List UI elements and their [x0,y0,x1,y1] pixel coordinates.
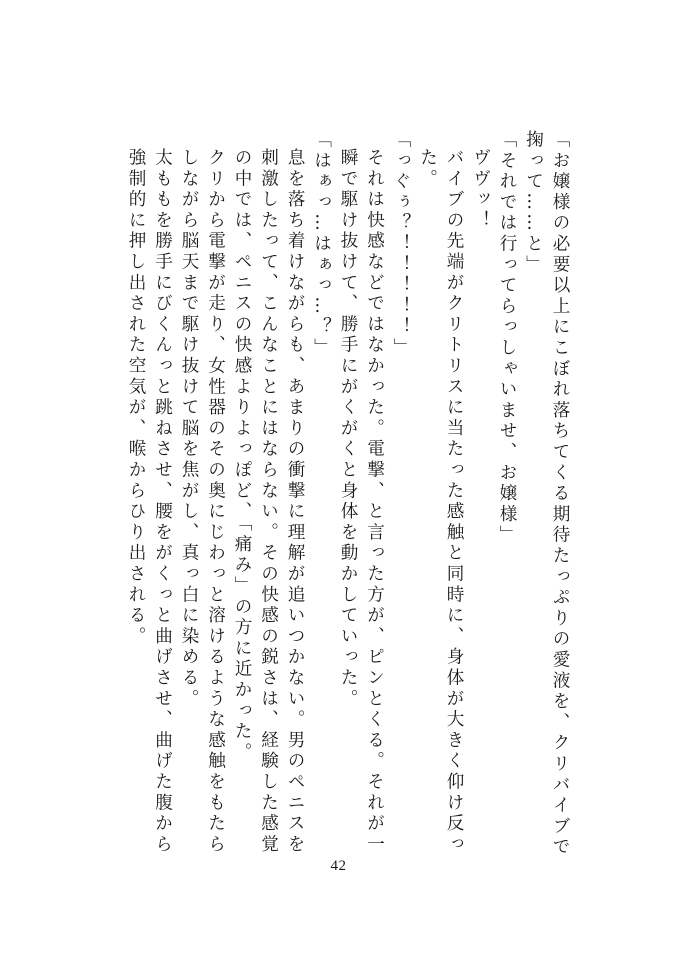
page-number: 42 [330,858,347,874]
paragraph: ヴヴッ！ [470,147,491,231]
paragraph: 「お嬢様の必要以上にこぼれ落ちてくる期待たっぷりの愛液を、クリバイブで掬って……と」 [523,130,570,858]
body-text [123,130,574,865]
paragraph: 「はぁっ…はぁっ…？」 [311,130,332,359]
paragraph: 「っぐぅ？！！！！！」 [391,130,411,359]
paragraph: クリから電撃が走り、女性器のその奥にじわっと溶けるような感触をもたらしながら脳天まで駆け抜けて脳を焦がし、真っ白に染める。 [179,147,226,855]
paragraph: 息を落ち着けながらも、あまりの衝撃に理解が追いつかない。男のペニスを刺激したって、こんなことにはならない。その快感の鋭さは、経験した感覚の中では、ペニスの快感よりよっぽど、「痛み」の方に近かった。 [232,147,305,855]
paragraph: それは快感などではなかった。電撃、と言った方が、ピンとくる。それが一瞬で駆け抜けて、勝手にがくがくと身体を動かしていった。 [338,147,385,855]
paragraph: バイブの先端がクリトリスに当たった感触と同時に、身体が大きく仰け反った。 [417,147,464,855]
paragraph: 太ももを勝手にびくんっと跳ねさせ、腰をがくっと曲げさせ、曲げた腹から強制的に押し出された空気が、喉からひり出される。 [126,147,173,855]
paragraph: 「それでは行ってらっしゃいませ、お嬢様」 [497,130,517,546]
